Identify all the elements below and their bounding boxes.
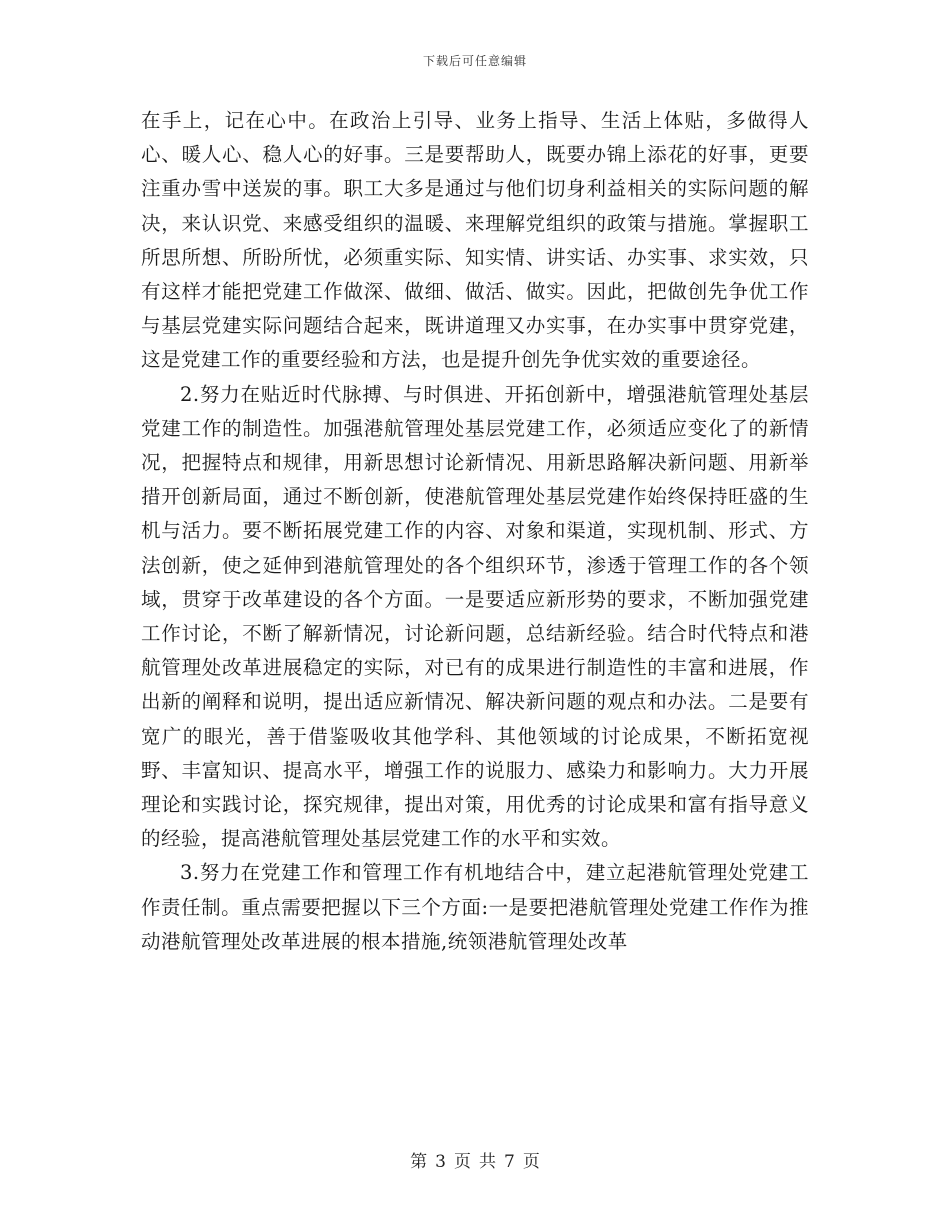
total-page-count: 7 [504,1152,515,1172]
paragraph-section-2: 2.努力在贴近时代脉搏、与时俱进、开拓创新中，增强港航管理处基层党建工作的制造性。加强港航管理处基层党建工作，必须适应变化了的新情况，把握特点和规律，用新思想讨论新情况、用新思路解决新问题、用新举措开创新局面，通过不断创新，使港航管理处基层党建作始终保持旺盛的生机与活力。要不断拓展党建工作的内容、对象和渠道，实现机制、形式、方法创新，使之延伸到港航管理处的各个组织环节，渗透于管理工作的各个领域，贯穿于改革建设的各个方面。一是要适应新形势的要求，不断加强党建工作讨论，不断了解新情况，讨论新问题，总结新经验。结合时代特点和港航管理处改革进展稳定的实际，对已有的成果进行制造性的丰富和进展，作出新的阐释和说明，提出适应新情况、解决新问题的观点和办法。二是要有宽广的眼光，善于借鉴吸收其他学科、其他领域的讨论成果，不断拓宽视野、丰富知识、提高水平，增强工作的说服力、感染力和影响力。大力开展理论和实践讨论，探究规律，提出对策，用优秀的讨论成果和富有指导意义的经验，提高港航管理处基层党建工作的水平和实效。 [141,382,809,851]
document-body [141,104,809,959]
footer-suffix: 页 [522,1152,540,1172]
footer-prefix: 第 [410,1152,428,1172]
paragraph-section-3: 3.努力在党建工作和管理工作有机地结合中，建立起港航管理处党建工作责任制。重点需要把握以下三个方面:一是要把港航管理处党建工作作为推动港航管理处改革进展的根本措施,统领港航管理处改革 [141,861,809,953]
current-page-number: 3 [435,1152,446,1172]
footer-total-word: 共 [479,1152,496,1172]
footer-page-word: 页 [454,1152,471,1172]
paragraph-continued: 在手上，记在心中。在政治上引导、业务上指导、生活上体贴，多做得人心、暖人心、稳人心的好事。三是要帮助人，既要办锦上添花的好事，更要注重办雪中送炭的事。职工大多是通过与他们切身利益相关的实际问题的解决，来认识党、来感受组织的温暖、来理解党组织的政策与措施。掌握职工所思所想、所盼所忧，必须重实际、知实情、讲实话、办实事、求实效，只有这样才能把党建工作做深、做细、做活、做实。因此，把做创先争优工作与基层党建实际问题结合起来，既讲道理又办实事，在办实事中贯穿党建，这是党建工作的重要经验和方法，也是提升创先争优实效的重要途径。 [141,109,809,372]
page-header: 下载后可任意编辑 [422,54,527,68]
page-footer [0,1147,950,1172]
